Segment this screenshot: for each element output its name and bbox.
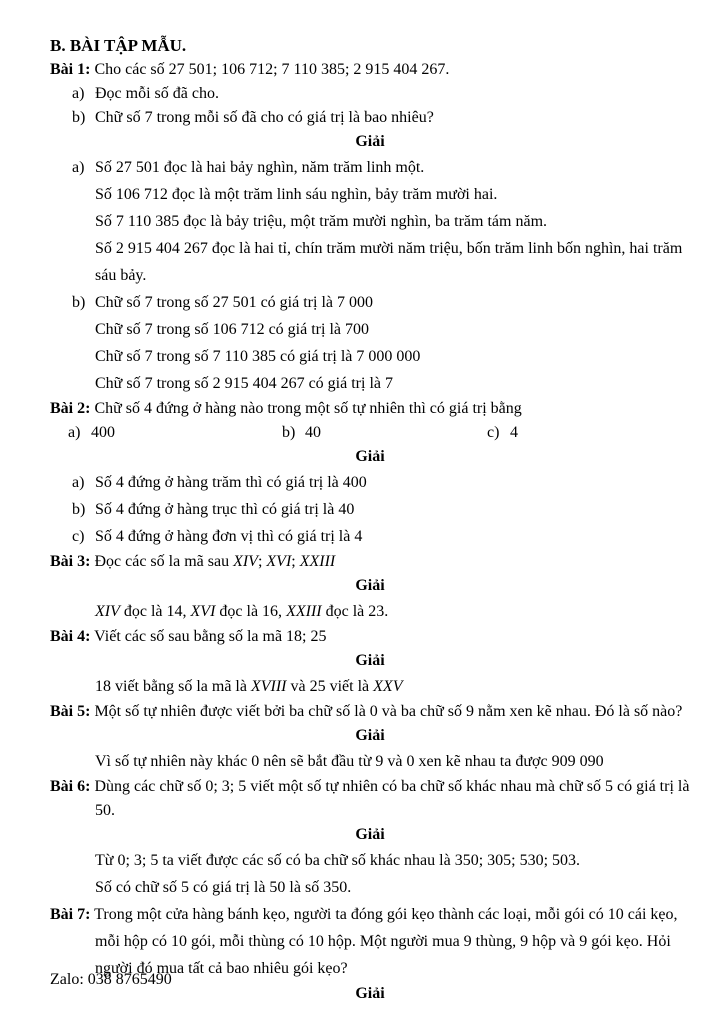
bai2-solution-a-text: Số 4 đứng ở hàng trăm thì có giá trị là 400 bbox=[95, 474, 367, 491]
bai1-solution-b3: Chữ số 7 trong số 7 110 385 có giá trị là 7 000 000 bbox=[95, 348, 421, 365]
bai3-solution-text-2: đọc là 16, bbox=[215, 603, 287, 620]
section-title: B. BÀI TẬP MẪU. bbox=[50, 36, 187, 55]
bai4-solution-text-1: 18 viết bằng số la mã là bbox=[95, 678, 251, 695]
bai1-question-b-marker: b) bbox=[72, 109, 86, 126]
bai3-solution-roman-2: XVI bbox=[190, 603, 216, 620]
bai1-solution-b4: Chữ số 7 trong số 2 915 404 267 có giá trị là 7 bbox=[95, 375, 393, 392]
bai1-question-a-text: Đọc mỗi số đã cho. bbox=[95, 85, 219, 102]
bai5-giai-heading: Giải bbox=[355, 727, 385, 744]
bai2-solution-b-text: Số 4 đứng ở hàng trục thì có giá trị là 40 bbox=[95, 501, 355, 518]
bai2-option-a-value: 400 bbox=[91, 424, 115, 441]
bai3-solution-text-3: đọc là 23. bbox=[321, 603, 389, 620]
bai1-question-b-text: Chữ số 7 trong mỗi số đã cho có giá trị là bao nhiêu? bbox=[95, 109, 434, 126]
bai2-option-b-value: 40 bbox=[305, 424, 321, 441]
bai2-solution-c-text: Số 4 đứng ở hàng đơn vị thì có giá trị là 4 bbox=[95, 528, 363, 545]
bai4-solution-text-2: và 25 viết là bbox=[286, 678, 374, 695]
bai3-solution-text-1: đọc là 14, bbox=[119, 603, 191, 620]
bai6-statement: Dùng các chữ số 0; 3; 5 viết một số tự nhiên có ba chữ số khác nhau mà chữ số 5 có giá trị là 50. bbox=[94, 778, 690, 819]
bai6-label: Bài 6: bbox=[50, 778, 91, 795]
bai2-solution-a bbox=[72, 469, 690, 496]
bai2-label: Bài 2: bbox=[50, 400, 91, 417]
bai3-statement-line bbox=[50, 550, 690, 574]
bai3-solution-roman-1: XIV bbox=[95, 603, 120, 620]
bai1-solution-b1-text: Chữ số 7 trong số 27 501 có giá trị là 7 000 bbox=[95, 294, 373, 311]
bai1-statement-line bbox=[50, 58, 690, 82]
bai4-statement: Viết các số sau bằng số la mã 18; 25 bbox=[94, 628, 327, 645]
bai1-question-b bbox=[72, 106, 690, 130]
bai3-sep-1: ; bbox=[257, 553, 267, 570]
bai2-solution-c bbox=[72, 523, 690, 550]
bai6-solution-1: Từ 0; 3; 5 ta viết được các số có ba chữ số khác nhau là 350; 305; 530; 503. bbox=[95, 852, 581, 869]
bai6-solution-2: Số có chữ số 5 có giá trị là 50 là số 350. bbox=[95, 879, 352, 896]
bai4-solution-roman-2: XXV bbox=[373, 678, 403, 695]
bai1-solution-a1-text: Số 27 501 đọc là hai bảy nghìn, năm trăm linh một. bbox=[95, 159, 425, 176]
bai2-solution-c-marker: c) bbox=[72, 528, 85, 545]
bai5-label: Bài 5: bbox=[50, 703, 91, 720]
bai4-label: Bài 4: bbox=[50, 628, 91, 645]
bai1-solution-b2: Chữ số 7 trong số 106 712 có giá trị là 700 bbox=[95, 321, 369, 338]
bai3-roman-3: XXIII bbox=[299, 553, 336, 570]
bai1-solution-a1 bbox=[72, 154, 690, 181]
bai2-solution-b bbox=[72, 496, 690, 523]
bai3-roman-1: XIV bbox=[233, 553, 258, 570]
bai4-solution-roman-1: XVIII bbox=[250, 678, 287, 695]
bai4-solution bbox=[95, 673, 690, 700]
bai4-statement-line bbox=[50, 625, 690, 649]
bai3-solution bbox=[95, 598, 690, 625]
bai1-solution-a4: Số 2 915 404 267 đọc là hai tỉ, chín trăm mười năm triệu, bốn trăm linh bốn nghìn, hai trăm sáu bảy. bbox=[95, 240, 683, 284]
bai2-solution-a-marker: a) bbox=[72, 474, 85, 491]
bai3-statement-prefix: Đọc các số la mã sau bbox=[94, 553, 234, 570]
bai3-label: Bài 3: bbox=[50, 553, 91, 570]
bai6-statement-line bbox=[50, 775, 690, 823]
bai2-giai-heading: Giải bbox=[355, 448, 385, 465]
bai2-option-c-value: 4 bbox=[510, 424, 518, 441]
bai5-statement-line bbox=[50, 700, 690, 724]
bai2-solution-b-marker: b) bbox=[72, 501, 86, 518]
bai1-solution-a2: Số 106 712 đọc là một trăm linh sáu nghìn, bảy trăm mười hai. bbox=[95, 186, 498, 203]
bai2-option-a bbox=[68, 421, 282, 445]
bai1-question-a-marker: a) bbox=[72, 85, 85, 102]
bai2-option-b-marker: b) bbox=[282, 424, 296, 441]
bai6-giai-heading: Giải bbox=[355, 826, 385, 843]
bai3-roman-2: XVI bbox=[266, 553, 292, 570]
bai7-label: Bài 7: bbox=[50, 906, 91, 923]
bai1-question-a bbox=[72, 82, 690, 106]
zalo-footer: Zalo: 038 8765490 bbox=[50, 971, 172, 988]
bai1-giai-heading: Giải bbox=[355, 133, 385, 150]
bai2-option-c bbox=[487, 421, 690, 445]
bai3-giai-heading: Giải bbox=[355, 577, 385, 594]
bai7-giai-heading: Giải bbox=[355, 985, 385, 1002]
bai2-option-a-marker: a) bbox=[68, 424, 81, 441]
bai5-solution: Vì số tự nhiên này khác 0 nên sẽ bắt đầu từ 9 và 0 xen kẽ nhau ta được 909 090 bbox=[95, 753, 604, 770]
bai7-statement: Trong một cửa hàng bánh kẹo, người ta đóng gói kẹo thành các loại, mỗi gói có 10 cái kẹo, mỗi hộp có 10 gói, mỗi thùng có 10 hộp. Một người mua 9 thùng, 9 hộp và 9 gói kẹo. Hỏi người đó mua tất cả bao nhiêu gói kẹo? bbox=[94, 906, 678, 977]
bai5-statement: Một số tự nhiên được viết bởi ba chữ số là 0 và ba chữ số 9 nằm xen kẽ nhau. Đó là số nào? bbox=[94, 703, 683, 720]
bai3-sep-2: ; bbox=[291, 553, 300, 570]
bai3-solution-roman-3: XXIII bbox=[286, 603, 322, 620]
bai4-giai-heading: Giải bbox=[355, 652, 385, 669]
bai1-solution-a-marker: a) bbox=[72, 159, 85, 176]
bai2-statement: Chữ số 4 đứng ở hàng nào trong một số tự nhiên thì có giá trị bằng bbox=[94, 400, 522, 417]
bai2-option-b bbox=[282, 421, 487, 445]
bai2-statement-line bbox=[50, 397, 690, 421]
bai1-solution-b1 bbox=[72, 289, 690, 316]
bai1-solution-b-marker: b) bbox=[72, 294, 86, 311]
bai1-solution-a3: Số 7 110 385 đọc là bảy triệu, một trăm mười nghìn, ba trăm tám năm. bbox=[95, 213, 548, 230]
bai2-options-row bbox=[68, 421, 690, 445]
bai1-statement: Cho các số 27 501; 106 712; 7 110 385; 2 915 404 267. bbox=[94, 61, 450, 78]
bai1-label: Bài 1: bbox=[50, 61, 91, 78]
bai2-option-c-marker: c) bbox=[487, 424, 500, 441]
